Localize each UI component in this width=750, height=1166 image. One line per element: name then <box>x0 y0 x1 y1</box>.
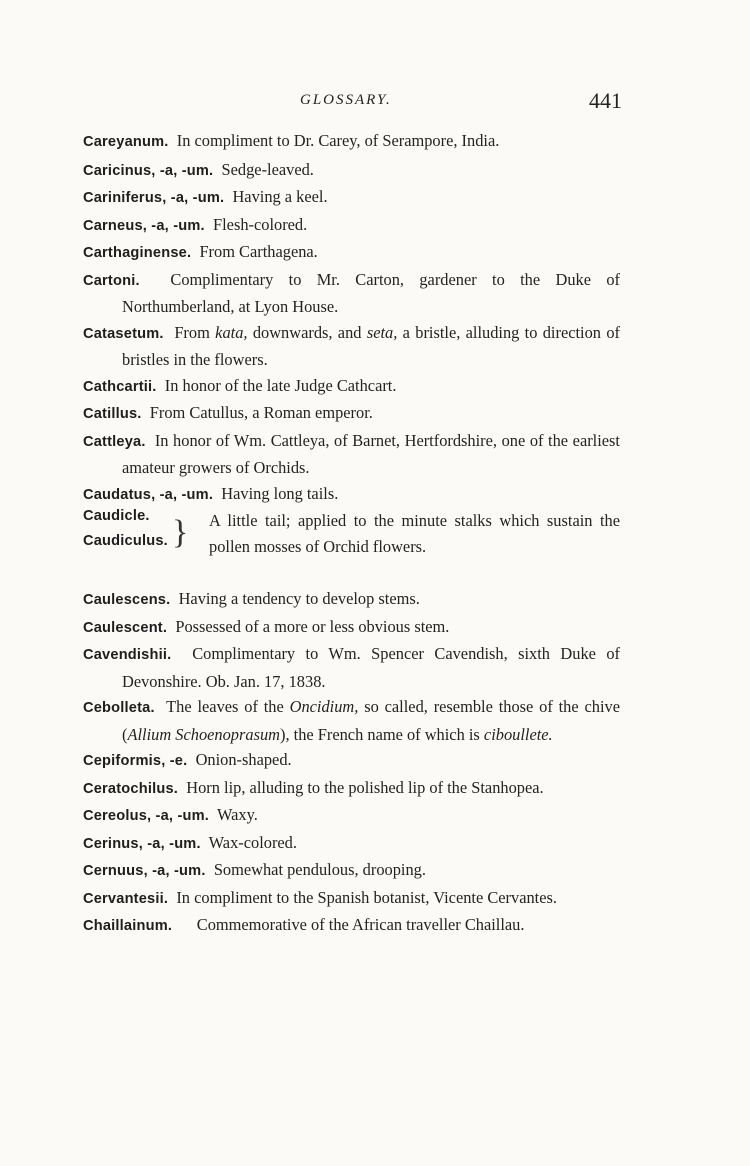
glossary-entry <box>83 157 620 185</box>
glossary-entry <box>83 184 620 212</box>
glossary-entry <box>83 428 620 481</box>
entry-definition-part: so called, resemble those of the chive ( <box>122 697 620 744</box>
entry-definition: In compliment to Dr. Carey, of Serampore, India. <box>176 131 500 150</box>
glossary-entry <box>83 912 620 940</box>
entry-term: Carneus, -a, -um. <box>83 217 205 234</box>
entry-definition: Having a keel. <box>232 187 328 206</box>
entry-definition: From Carthagena. <box>199 242 318 261</box>
entry-term: Caulescens. <box>83 592 171 608</box>
entry-definition: Having a tendency to develop stems. <box>178 589 420 608</box>
entry-definition-part: From <box>174 322 210 342</box>
entry-term: Caudatus, -a, -um. <box>83 486 214 503</box>
entry-definition: Commemorative of the African traveller Chaillau. <box>196 915 525 934</box>
entry-definition: Sedge-leaved. <box>221 159 314 179</box>
entry-term: Cervantesii. <box>83 890 169 907</box>
running-header <box>82 88 622 116</box>
entry-definition: Onion-shaped. <box>195 750 292 769</box>
entry-term: Cartoni. <box>83 272 140 289</box>
entry-definition: Flesh-colored. <box>213 214 308 234</box>
entry-term: Cavendishii. <box>83 647 172 663</box>
entry-definition: Somewhat pendulous, drooping. <box>213 860 426 879</box>
entry-definition: Waxy. <box>216 805 258 824</box>
page-number: 441 <box>589 88 622 113</box>
entry-definition-part: The leaves of the <box>166 697 284 716</box>
entry-term: Careyanum. <box>83 134 169 150</box>
entry-definition: Wax-colored. <box>208 832 297 852</box>
glossary-entry <box>83 400 620 428</box>
entry-term: Cariniferus, -a, -um. <box>83 190 225 206</box>
glossary-entry-pair <box>83 508 620 586</box>
entry-definition: In honor of the late Judge Cathcart. <box>164 375 397 395</box>
entry-term: Ceratochilus. <box>83 780 179 797</box>
glossary-entry <box>83 373 620 401</box>
entry-italic-word: kata, <box>215 322 248 342</box>
brace-icon: } <box>172 514 189 551</box>
entry-term: Caudiculus. <box>83 533 168 549</box>
glossary-entry <box>83 239 620 267</box>
entry-term: Cathcartii. <box>83 378 157 395</box>
entry-definition-part: downwards, and <box>252 322 362 342</box>
glossary-entry <box>83 747 620 775</box>
glossary-entry <box>83 775 620 803</box>
glossary-entry <box>83 267 620 320</box>
entry-term: Cepiformis, -e. <box>83 753 188 769</box>
entry-term: Cereolus, -a, -um. <box>83 808 210 824</box>
entry-definition-part: a bristle, alluding to direction of bristles in the flowers. <box>122 322 620 369</box>
entry-definition: A little tail; applied to the minute stalks which sustain the pollen mosses of Orchid flowers. <box>209 511 620 556</box>
entry-term: Cernuus, -a, -um. <box>83 863 206 879</box>
entry-definition: Complimentary to Mr. Carton, gardener to the Duke of Northumberland, at Lyon House. <box>122 269 620 316</box>
entry-definition: Having long tails. <box>221 483 339 503</box>
entry-term: Catillus. <box>83 406 142 422</box>
glossary-entry <box>83 885 620 913</box>
running-title: GLOSSARY. <box>300 92 392 108</box>
entry-term: Cebolleta. <box>83 700 155 716</box>
glossary-entry <box>83 212 620 240</box>
entry-term: Catasetum. <box>83 325 164 342</box>
entry-term: Caulescent. <box>83 619 168 636</box>
glossary-entry <box>83 830 620 858</box>
entry-definition-part: ), the French name of which is <box>279 724 480 744</box>
glossary-entry <box>83 857 620 885</box>
entry-definition: In honor of Wm. Cattleya, of Barnet, Hertfordshire, one of the earliest amateur growers of Orchids. <box>122 430 620 477</box>
entry-definition: Possessed of a more or less obvious stem. <box>175 616 450 636</box>
entry-definition: Complimentary to Wm. Spencer Cavendish, sixth Duke of Devonshire. Ob. Jan. 17, 1838. <box>122 644 620 691</box>
glossary-entry <box>83 614 620 642</box>
entry-italic-word: Oncidium, <box>289 697 359 716</box>
glossary-entry <box>83 802 620 830</box>
entry-term: Cattleya. <box>83 433 146 450</box>
entry-definition: In compliment to the Spanish botanist, Vicente Cervantes. <box>176 887 557 907</box>
glossary-entry <box>83 694 620 747</box>
entry-term: Carthaginense. <box>83 245 192 261</box>
entry-definition: From Catullus, a Roman emperor. <box>149 403 373 422</box>
entry-term: Chaillainum. <box>83 918 173 934</box>
glossary-entry <box>83 320 620 373</box>
entry-italic-word: seta, <box>366 322 398 342</box>
glossary-entry <box>83 128 620 156</box>
glossary-entry <box>83 641 620 694</box>
glossary-entry <box>83 481 620 509</box>
glossary-entry <box>83 586 620 614</box>
glossary-entries <box>83 128 620 940</box>
entry-italic-word: Allium Schoenoprasum <box>127 724 280 744</box>
entry-term: Caudicle. <box>83 508 150 524</box>
entry-italic-word: ciboullete. <box>483 724 553 744</box>
entry-definition: Horn lip, alluding to the polished lip of the Stanhopea. <box>186 777 544 797</box>
entry-term: Caricinus, -a, -um. <box>83 162 214 179</box>
entry-term: Cerinus, -a, -um. <box>83 835 201 852</box>
